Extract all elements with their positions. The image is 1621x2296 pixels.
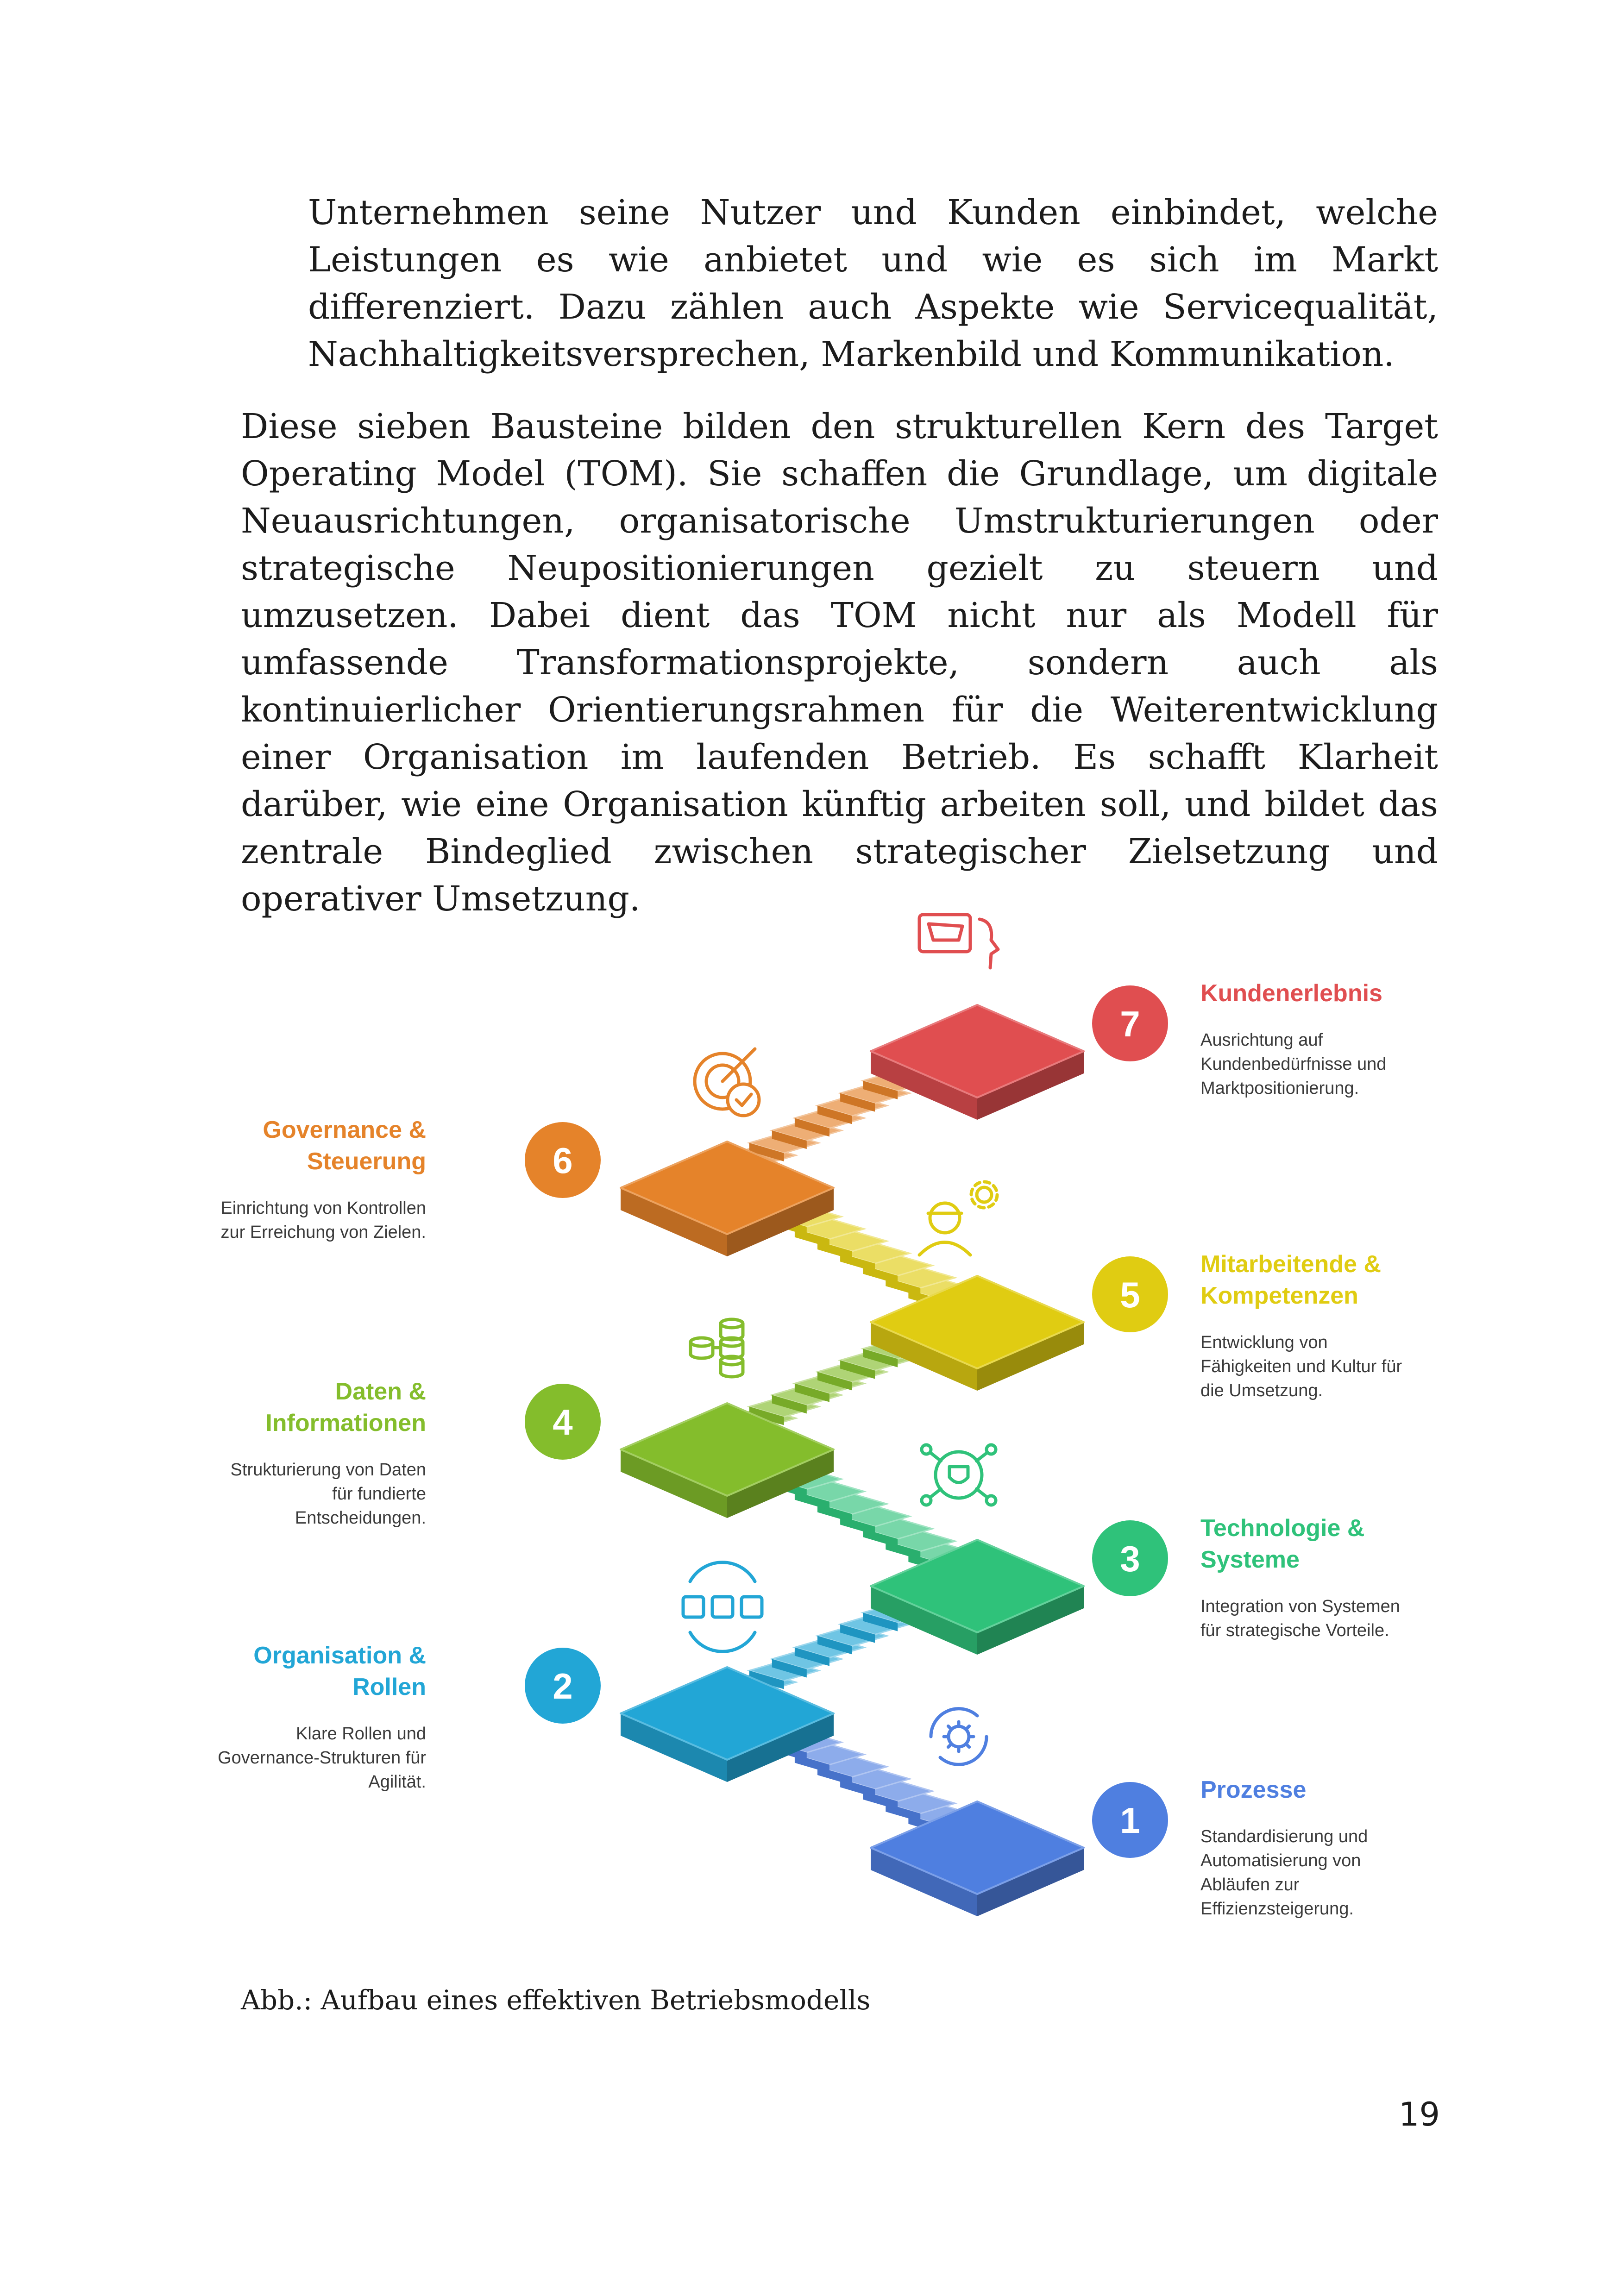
step-description: Fähigkeiten und Kultur für bbox=[1200, 1357, 1402, 1376]
step-description: Klare Rollen und bbox=[296, 1724, 426, 1744]
step-description: Abläufen zur bbox=[1200, 1875, 1300, 1895]
step-title: Informationen bbox=[265, 1410, 426, 1437]
step-description: Integration von Systemen bbox=[1200, 1597, 1400, 1616]
figure-caption: Abb.: Aufbau eines effektiven Betriebsmodells bbox=[241, 1984, 871, 2016]
step-number: 2 bbox=[553, 1666, 573, 1706]
worker-gear-icon bbox=[919, 1182, 997, 1255]
page-number: 19 bbox=[1399, 2095, 1440, 2133]
workflow-icon bbox=[683, 1562, 762, 1652]
step-title: Technologie & bbox=[1200, 1515, 1365, 1542]
step-description: Effizienzsteigerung. bbox=[1200, 1899, 1354, 1919]
platform-step-3 bbox=[871, 1540, 1084, 1655]
staircase-shapes bbox=[621, 1005, 1084, 1916]
step-description: für fundierte bbox=[332, 1484, 426, 1504]
platform-step-1 bbox=[871, 1801, 1084, 1916]
step-text-4 bbox=[231, 1378, 426, 1528]
step-description: Kundenbedürfnisse und bbox=[1200, 1054, 1387, 1074]
platform-step-5 bbox=[871, 1276, 1084, 1391]
step-description: Ausrichtung auf bbox=[1200, 1030, 1323, 1050]
step-number-badge bbox=[525, 1122, 601, 1198]
step-number-badge bbox=[1092, 985, 1168, 1061]
intro-paragraph-continuation: Unternehmen seine Nutzer und Kunden einbindet, welche Leistungen es wie anbietet und wie es sich im Markt differenziert. Dazu zählen auch Aspekte wie Servicequalität, Nachhaltigkeitsversprechen, Markenbild und Kommunikation. bbox=[308, 193, 1438, 374]
step-description: Governance-Strukturen für bbox=[218, 1748, 426, 1768]
step-text-3 bbox=[1200, 1515, 1400, 1640]
step-number: 6 bbox=[553, 1140, 573, 1181]
step-description: Standardisierung und bbox=[1200, 1827, 1368, 1846]
step-description: Entwicklung von bbox=[1200, 1333, 1328, 1352]
step-text-6 bbox=[220, 1117, 426, 1242]
step-title: Daten & bbox=[335, 1378, 426, 1405]
step-title: Rollen bbox=[352, 1674, 426, 1700]
step-number-badge bbox=[525, 1648, 601, 1724]
platform-step-7 bbox=[871, 1005, 1084, 1120]
step-number: 7 bbox=[1120, 1004, 1140, 1044]
step-number-badge bbox=[525, 1384, 601, 1460]
step-title: Steuerung bbox=[307, 1148, 426, 1175]
step-number: 4 bbox=[553, 1402, 573, 1443]
step-number: 3 bbox=[1120, 1538, 1140, 1579]
step-title: Kompetenzen bbox=[1200, 1282, 1358, 1309]
step-number-badge bbox=[1092, 1520, 1168, 1596]
step-text-1 bbox=[1200, 1776, 1368, 1919]
step-description: die Umsetzung. bbox=[1200, 1381, 1323, 1400]
step-title: Organisation & bbox=[253, 1642, 426, 1669]
step-title: Mitarbeitende & bbox=[1200, 1251, 1382, 1278]
step-title: Prozesse bbox=[1200, 1776, 1307, 1803]
step-description: Agilität. bbox=[368, 1772, 426, 1792]
step-text-5 bbox=[1200, 1251, 1402, 1400]
step-description: Marktpositionierung. bbox=[1200, 1079, 1359, 1098]
step-description: für strategische Vorteile. bbox=[1200, 1621, 1389, 1640]
step-title: Kundenerlebnis bbox=[1200, 980, 1382, 1007]
step-number: 5 bbox=[1120, 1274, 1140, 1315]
step-description: Automatisierung von bbox=[1200, 1851, 1361, 1870]
step-title: Governance & bbox=[263, 1117, 426, 1143]
step-description: zur Erreichung von Zielen. bbox=[220, 1223, 426, 1242]
step-number-badge bbox=[1092, 1782, 1168, 1858]
step-number: 1 bbox=[1120, 1800, 1140, 1841]
step-description: Strukturierung von Daten bbox=[230, 1460, 426, 1480]
step-text-2 bbox=[218, 1642, 426, 1792]
step-text-7 bbox=[1200, 980, 1386, 1098]
database-icon bbox=[691, 1319, 743, 1377]
body-paragraph: Diese sieben Bausteine bilden den strukturellen Kern des Target Operating Model (TOM). Sie schaffen die Grundlage, um digitale Neuausrichtungen, organisatorische Umstrukturierungen oder strategische Neupositionierungen gezielt zu steuern und umzusetzen. Dabei dient das TOM nicht nur als Modell für umfassende Transformationsprojekte, sondern auch als kontinuierlicher Orientierungsrahmen für die Weiterentwicklung einer Organisation im laufenden Betrieb. Es schafft Klarheit darüber, wie eine Organisation künftig arbeiten soll, und bildet das zentrale Bindeglied zwischen strategischer Zielsetzung und operativer Umsetzung. bbox=[241, 407, 1438, 919]
target-check-icon bbox=[695, 1049, 759, 1116]
step-description: Einrichtung von Kontrollen bbox=[220, 1198, 426, 1218]
step-title: Systeme bbox=[1200, 1546, 1300, 1573]
step-description: Entscheidungen. bbox=[295, 1508, 426, 1528]
customer-cart-icon bbox=[919, 915, 998, 968]
gear-cycle-icon bbox=[931, 1709, 986, 1765]
step-number-badge bbox=[1092, 1256, 1168, 1332]
network-shield-icon bbox=[922, 1445, 996, 1505]
